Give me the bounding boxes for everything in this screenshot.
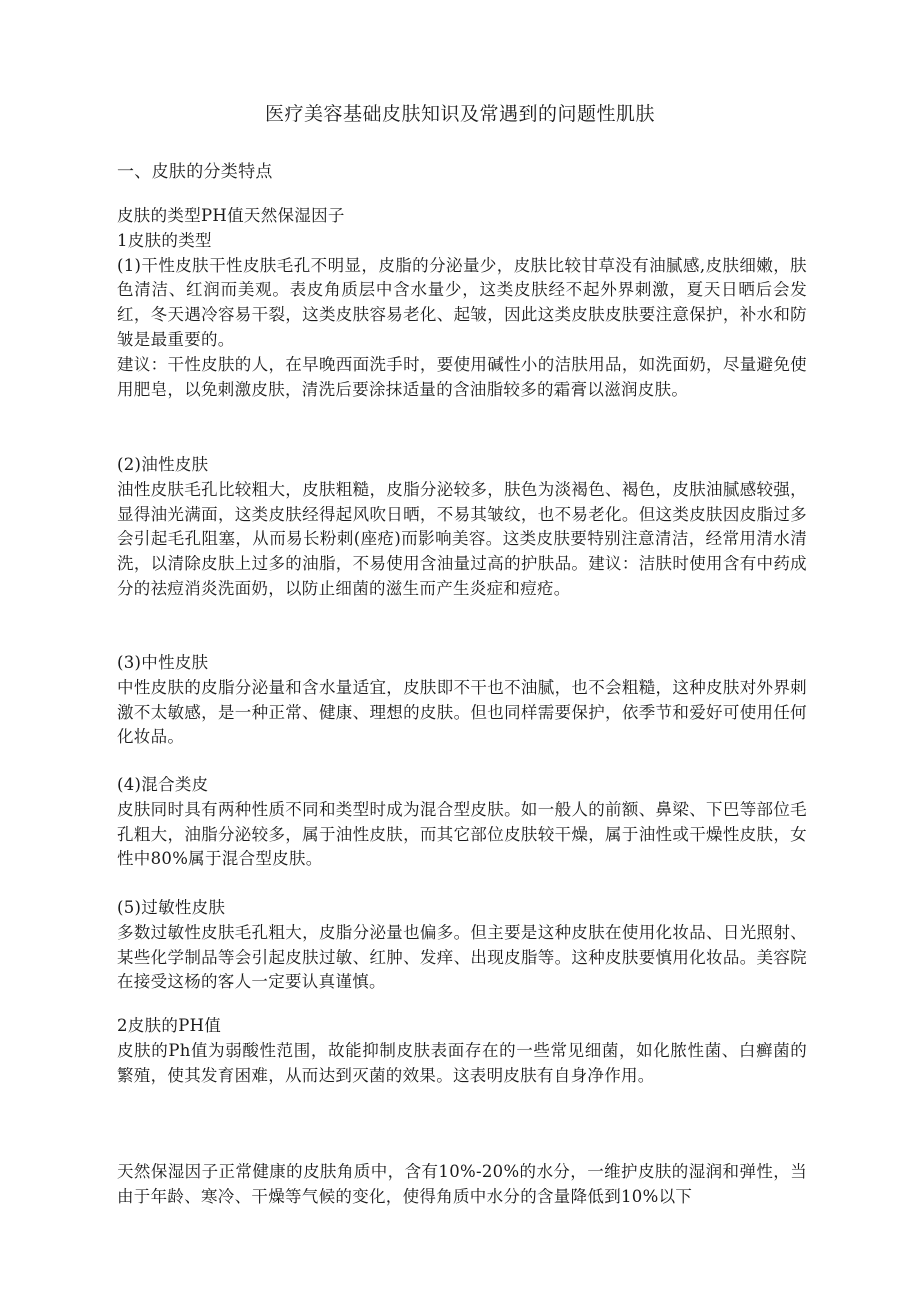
- oily-skin-heading: (2)油性皮肤: [117, 455, 209, 474]
- dry-skin-paragraph: (1)干性皮肤干性皮肤毛孔不明显，皮脂的分泌量少，皮肤比较甘草没有油腻感,皮肤细嫩，肤色清洁、红润而美观。表皮角质层中含水量少，这类皮肤经不起外界刺激，夏天日晒后会发红，冬天遇冷容易干裂，这类皮肤容易老化、起皱，因此这类皮肤皮肤要注意保护，补水和防皱是最重要的。: [117, 255, 807, 349]
- mixed-skin-heading: (4)混合类皮: [117, 775, 209, 794]
- neutral-skin-block: [117, 651, 807, 750]
- skin-types-block: [117, 204, 807, 402]
- ph-paragraph: 皮肤的Ph值为弱酸性范围，故能抑制皮肤表面存在的一些常见细菌，如化脓性菌、白癣菌的繁殖，使其发育困难，从而达到灭菌的效果。这表明皮肤有自身净作用。: [117, 1040, 807, 1085]
- dry-skin-advice: 建议：干性皮肤的人，在早晚西面洗手时，要使用碱性小的洁肤用品，如洗面奶，尽量避免使用肥皂，以免刺激皮肤，清洗后要涂抹适量的含油脂较多的霜膏以滋润皮肤。: [117, 354, 807, 399]
- oily-skin-paragraph: 油性皮肤毛孔比较粗大，皮肤粗糙，皮脂分泌较多，肤色为淡褐色、褐色，皮肤油腻感较强，显得油光满面，这类皮肤经得起风吹日晒，不易其皱纹，也不易老化。但这类皮肤因皮脂过多会引起毛孔阻塞，从而易长粉刺(座疮)而影响美容。这类皮肤要特别注意清洁，经常用清水清洗，以清除皮肤上过多的油脂，不易使用含油量过高的护肤品。建议：洁肤时使用含有中药成分的祛痘消炎洗面奶，以防止细菌的滋生而产生炎症和痘疮。: [117, 479, 807, 598]
- section-heading: 一、皮肤的分类特点: [117, 162, 273, 182]
- page-title: 医疗美容基础皮肤知识及常遇到的问题性肌肤: [264, 103, 655, 125]
- nmf-paragraph: 天然保湿因子正常健康的皮肤角质中，含有10%-20%的水分，一维护皮肤的湿润和弹性，当由于年龄、寒冷、干燥等气候的变化，使得角质中水分的含量降低到10%以下: [117, 1162, 807, 1206]
- nmf-block: [117, 1160, 807, 1210]
- neutral-skin-paragraph: 中性皮肤的皮脂分泌量和含水量适宜，皮肤即不干也不油腻，也不会粗糙，这种皮肤对外界刺激不太敏感，是一种正常、健康、理想的皮肤。但也同样需要保护，依季节和爱好可使用任何化妆品。: [117, 677, 807, 747]
- ph-block: [117, 1014, 807, 1088]
- mixed-skin-paragraph: 皮肤同时具有两种性质不同和类型时成为混合型皮肤。如一般人的前额、鼻梁、下巴等部位毛孔粗大，油脂分泌较多，属于油性皮肤，而其它部位皮肤较干燥，属于油性或干燥性皮肤，女性中80%属于混合型皮肤。: [117, 799, 807, 869]
- neutral-skin-heading: (3)中性皮肤: [117, 653, 209, 672]
- subsection-heading-types: 1皮肤的类型: [117, 230, 212, 250]
- oily-skin-block: [117, 453, 807, 602]
- sensitive-skin-paragraph: 多数过敏性皮肤毛孔粗大，皮脂分泌量也偏多。但主要是这种皮肤在使用化妆品、日光照射、某些化学制品等会引起皮肤过敏、红肿、发痒、出现皮脂等。这种皮肤要慎用化妆品。美容院在接受这杨的客人一定要认真谨慎。: [117, 922, 807, 992]
- mixed-skin-block: [117, 773, 807, 872]
- sensitive-skin-block: [117, 896, 807, 995]
- sensitive-skin-heading: (5)过敏性皮肤: [117, 898, 226, 917]
- intro-line: 皮肤的类型PH值天然保湿因子: [117, 206, 345, 225]
- ph-heading: 2皮肤的PH值: [117, 1016, 222, 1035]
